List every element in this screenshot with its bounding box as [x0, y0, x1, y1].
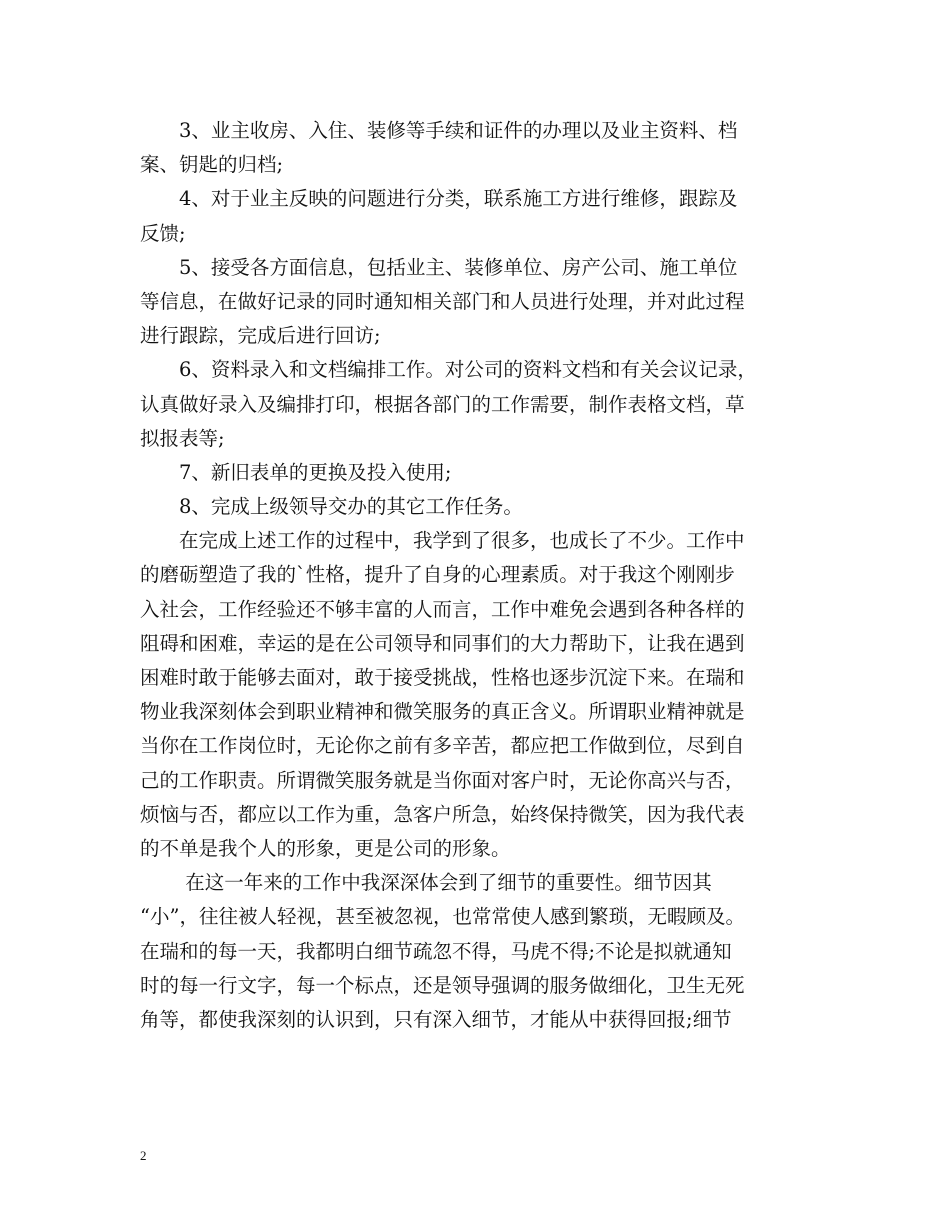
text-line: 在完成上述工作的过程中，我学到了很多，也成长了不少。工作中 [140, 529, 745, 553]
text-line: 7、新旧表单的更换及投入使用; [140, 460, 452, 484]
text-line: 的磨砺塑造了我的`性格，提升了自身的心理素质。对于我这个刚刚步 [140, 563, 735, 587]
text-line: 入社会，工作经验还不够丰富的人而言，工作中难免会遇到各种各样的 [140, 597, 745, 621]
text-line: 烦恼与否，都应以工作为重，急客户所急，始终保持微笑，因为我代表 [140, 802, 745, 826]
text-line: 等信息，在做好记录的同时通知相关部门和人员进行处理，并对此过程 [140, 289, 745, 313]
text-line: 的不单是我个人的形象，更是公司的形象。 [140, 836, 511, 860]
text-line: 8、完成上级领导交办的其它工作任务。 [140, 495, 523, 519]
text-line: 案、钥匙的归档; [140, 153, 284, 177]
text-line: 6、资料录入和文档编排工作。对公司的资料文档和有关会议记录， [140, 358, 757, 382]
text-line: 3、业主收房、入住、装修等手续和证件的办理以及业主资料、档 [140, 119, 738, 142]
text-line: 认真做好录入及编排打印，根据各部门的工作需要，制作表格文档，草 [140, 392, 745, 416]
text-line: 物业我深刻体会到职业精神和微笑服务的真正含义。所谓职业精神就是 [140, 700, 745, 724]
text-line: “小”，往往被人轻视，甚至被忽视，也常常使人感到繁琐，无暇顾及。 [140, 905, 745, 929]
text-line: 当你在工作岗位时，无论你之前有多辛苦，都应把工作做到位，尽到自 [140, 734, 745, 758]
text-line: 困难时敢于能够去面对，敢于接受挑战，性格也逐步沉淀下来。在瑞和 [140, 666, 745, 689]
text-line: 4、对于业主反映的问题进行分类，联系施工方进行维修，跟踪及 [140, 187, 738, 211]
text-line: 在瑞和的每一天，我都明白细节疏忽不得，马虎不得;不论是拟就通知 [140, 939, 732, 963]
text-line: 在这一年来的工作中我深深体会到了细节的重要性。细节因其 [140, 871, 712, 895]
text-line: 进行跟踪，完成后进行回访; [140, 324, 381, 348]
text-line: 己的工作职责。所谓微笑服务就是当你面对客户时，无论你高兴与否， [140, 768, 745, 792]
text-line: 阻碍和困难，幸运的是在公司领导和同事们的大力帮助下，让我在遇到 [140, 631, 745, 655]
text-line: 时的每一行文字，每一个标点，还是领导强调的服务做细化，卫生无死 [140, 973, 745, 997]
body-text [140, 114, 820, 1037]
page-number: 2 [140, 1148, 147, 1163]
text-line: 5、接受各方面信息，包括业主、装修单位、房产公司、施工单位 [140, 255, 738, 279]
text-line: 拟报表等; [140, 426, 225, 450]
text-line: 角等，都使我深刻的认识到，只有深入细节，才能从中获得回报;细节 [140, 1007, 732, 1031]
text-line: 反馈; [140, 221, 186, 245]
